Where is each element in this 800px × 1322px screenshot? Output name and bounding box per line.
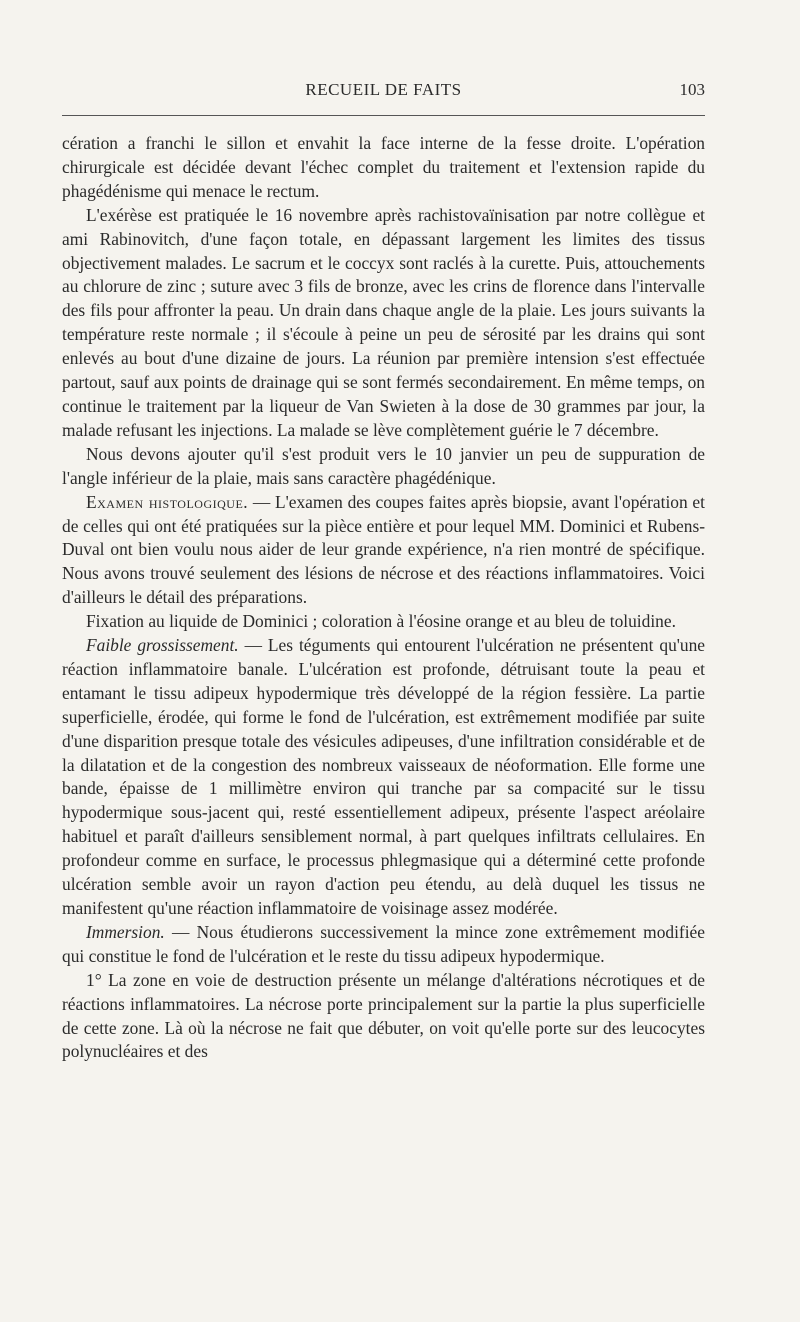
paragraph-6 [62, 634, 705, 921]
paragraph-6-text: — Les téguments qui entourent l'ulcération ne présentent qu'une réaction inflammatoire banale. L'ulcération est profonde, détruisant toute la peau et entamant le tissu adipeux hypodermique très développé de la région fessière. La partie superficielle, érodée, qui forme le fond de l'ulcération, est extrêmement modifiée par suite d'une disparition presque totale des vésicules adipeuses, d'une infiltration considérable et de la dilatation et de la congestion des nombreux vaisseaux de néoformation. Elle forme une bande, épaisse de 1 millimètre environ qui tranche par sa compacité sur le tissu hypodermique sous-jacent qui, resté essentiellement adipeux, présente l'aspect aréolaire habituel et paraît d'ailleurs sensiblement normal, à part quelques infiltrats cellulaires. En profondeur comme en surface, le processus phlegmasique qui a déterminé cette profonde ulcération semble avoir un rayon d'action peu étendu, au delà duquel les tissus ne manifestent qu'une réaction inflammatoire de voisinage assez modérée. [62, 635, 706, 918]
paragraph-2: L'exérèse est pratiquée le 16 novembre après rachistovaïnisation par notre collègue et ami Rabinovitch, d'une façon totale, en dépassant largement les limites des tissus objectivement malades. Le sacrum et le coccyx sont raclés à la curette. Puis, attouchements au chlorure de zinc ; suture avec 3 fils de bronze, avec les crins de florence dans l'intervalle des fils pour affronter la peau. Un drain dans chaque angle de la plaie. Les jours suivants la température reste normale ; il s'écoule à peine un peu de sérosité par les drains qui sont enlevés au bout d'une dizaine de jours. La réunion par première intension s'est effectuée partout, sauf aux points de drainage qui se sont fermés secondairement. En même temps, on continue le traitement par la liqueur de Van Swieten à la dose de 30 grammes par jour, la malade refusant les injections. La malade se lève complètement guérie le 7 décembre. [62, 204, 705, 440]
paragraph-7-text: — Nous étudierons successivement la mince zone extrêmement modifiée qui constitue le fond de l'ulcération et le reste du tissu adipeux hypodermique. [62, 921, 705, 966]
section-heading-examen: Examen histologique. [86, 491, 249, 512]
paragraph-1: cération a franchi le sillon et envahit la face interne de la fesse droite. L'opération chirurgicale est décidée devant l'échec complet du traitement et l'extension rapide du phagédénisme qui menace le rectum. [62, 133, 705, 201]
paragraph-3: Nous devons ajouter qu'il s'est produit vers le 10 janvier un peu de suppuration de l'angle inférieur de la plaie, mais sans caractère phagédénique. [62, 443, 705, 488]
paragraph-8: 1° La zone en voie de destruction présente un mélange d'altérations nécrotiques et de réactions inflammatoires. La nécrose porte principalement sur la partie la plus superficielle de cette zone. Là où la nécrose ne fait que débuter, on voit qu'elle porte sur des leucocytes polynucléaires et des [62, 969, 705, 1062]
paragraph-4-text: — L'examen des coupes faites après biopsie, avant l'opération et de celles qui ont été pratiquées sur la pièce entière et pour lequel MM. Dominici et Rubens-Duval ont bien voulu nous aider de leur grande expérience, n'a rien montré de spécifique. Nous avons trouvé seulement des lésions de nécrose et des réactions inflammatoires. Voici d'ailleurs le détail des préparations. [62, 491, 705, 608]
section-heading-immersion: Immersion. [86, 921, 165, 942]
paragraph-7 [62, 921, 705, 969]
paragraph-4 [62, 491, 705, 611]
header-rule [62, 115, 705, 116]
section-heading-faible: Faible grossissement. [86, 635, 239, 656]
page-header [62, 80, 705, 106]
running-title: RECUEIL DE FAITS [305, 80, 462, 99]
paragraph-5: Fixation au liquide de Dominici ; coloration à l'éosine orange et au bleu de toluidine. [86, 611, 676, 632]
body-text [62, 132, 705, 1064]
page-number: 103 [679, 80, 705, 99]
